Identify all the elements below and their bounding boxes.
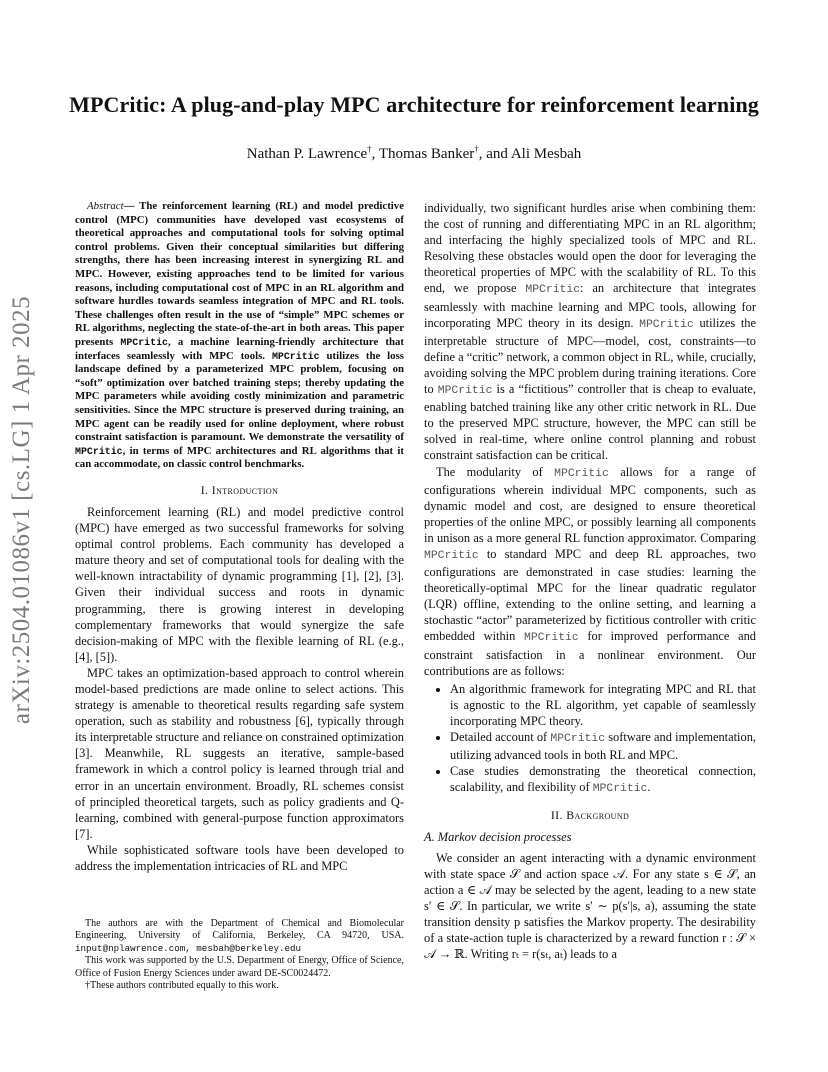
body-text: .	[647, 780, 651, 795]
mpcritic-code: MPCritic	[271, 350, 320, 362]
body-text: for improved performance and constraint satisfaction in a nonlinear environment. Our contributions are as follows:	[424, 629, 756, 678]
body-text: to standard MPC and deep RL approaches, two configurations are demonstrated in case studies: learning the theoretically-optimal MPC for the linear quadratic regulator (LQR) offline, extending to the online setting, and learning a stochastic “actor” parameterized by fictitious controller with critic embedded within	[424, 546, 756, 644]
body-text: The modularity of	[436, 464, 555, 479]
mpcritic-code: MPCritic	[592, 783, 648, 796]
footnote-emails: input@nplawrence.com, mesbah@berkeley.edu	[75, 942, 302, 954]
abstract	[75, 200, 404, 472]
author-name: Thomas Banker	[378, 146, 475, 162]
section-number: II.	[550, 808, 567, 823]
footnote-affiliation	[75, 918, 404, 955]
footnote-equal-contribution: †These authors contributed equally to this work.	[85, 980, 279, 992]
body-paragraph: We consider an agent interacting with a dynamic environment with state space 𝒮 and action space 𝒜. For any state s ∈ 𝒮, an action a ∈ 𝒜 may be selected by the agent, leading to a new state s′ ∈ 𝒮. In particular, we write s′ ∼ p(s′|s, a), assuming the state transition density p satisfies the Markov property. The desirability of a state-action tuple is characterized by a reward function r : 𝒮 × 𝒜 → ℝ. Writing rₜ = r(sₜ, aₜ) leads to a	[424, 850, 756, 962]
arxiv-identifier: arXiv:2504.01086v1 [cs.LG] 1 Apr 2025	[8, 295, 35, 725]
section-heading-introduction	[75, 482, 404, 498]
abstract-label: Abstract	[87, 200, 124, 212]
author-name: Nathan P. Lawrence	[246, 146, 368, 162]
paper-title: MPCritic: A plug-and-play MPC architecture for reinforcement learning	[69, 92, 759, 117]
contributions-list	[424, 681, 756, 798]
body-text: : an architecture that integrates seamlessly with machine learning and MPC tools, allowing for incorporating MPC theory in its design.	[424, 281, 756, 330]
intro-paragraph: While sophisticated software tools have been developed to address the implementation intricacies of RL and MPC	[75, 842, 404, 874]
intro-paragraph: MPC takes an optimization-based approach to control wherein model-based predictions are made online to select actions. This strategy is amenable to theoretical results regarding safe system operation, such as stability and robustness [6], typically through its interpretable structure and reliance on constrained optimization [3]. Meanwhile, RL suggests an iterative, sample-based framework in which a control policy is learned through trial and error in an uncertain environment. Broadly, RL schemes consist of principled theoretical targets, such as policy gradients and Q-learning, combined with general-purpose function approximators [7].	[75, 665, 404, 841]
abstract-text: utilizes the loss landscape defined by a parameterized MPC problem, focusing on “soft” optimization over batched training steps; thereby updating the MPC parameters while avoiding costly minimization and parametric sensitivities. Since the MPC structure is preserved during training, an MPC agent can be readily used for online deployment, where robust constraint satisfaction is paramount. We demonstrate the versatility of	[75, 349, 404, 444]
section-title: Background	[566, 808, 630, 823]
subsection-heading: A. Markov decision processes	[424, 830, 572, 845]
equal-contribution-mark: †	[367, 144, 372, 154]
mpcritic-code: MPCritic	[424, 549, 479, 562]
right-column	[424, 200, 756, 962]
footnote-text: The authors are with the Department of Chemical and Biomolecular Engineering, University of California, Berkeley, CA 94720, USA.	[75, 918, 404, 942]
author-name: Ali Mesbah	[510, 146, 582, 162]
mpcritic-code: MPCritic	[639, 318, 694, 331]
intro-paragraph: Reinforcement learning (RL) and model predictive control (MPC) have emerged as two successful frameworks for solving optimal control problems. Each community has developed a mature theory and set of computational tools for dealing with the well-known intractability of dynamic programming [1], [2], [3]. Given their individual success and roots in dynamic programming, there is growing interest in developing complementary frameworks that would synergize the safe decision-making of MPC with the flexible learning of RL (e.g., [4], [5]).	[75, 504, 404, 664]
body-text: is a “fictitious” controller that is cheap to evaluate, enabling batched training like any other critic network in RL. Due to the preserved MPC structure, however, the MPC can still be solved in real-time, where online control planning and robust constraint satisfaction can be critical.	[424, 382, 756, 463]
abstract-text: , a machine learning-friendly architecture that interfaces seamlessly with MPC tools.	[75, 335, 404, 362]
footnote-funding: This work was supported by the U.S. Department of Energy, Office of Science, Office of Fusion Energy Sciences under award DE-SC0024472.	[75, 955, 404, 979]
author-separator: , and	[478, 146, 511, 162]
abstract-text: , in terms of MPC architectures and RL algorithms that it can accommodate, on classic control benchmarks.	[75, 444, 404, 471]
body-text: allows for a range of configurations wherein individual MPC components, such as dynamic model and cost, are designed to ensure theoretical properties of the online MPC, or possibly learning all components in unison as a more general RL function approximator. Comparing	[424, 464, 756, 545]
mpcritic-code: MPCritic	[524, 632, 579, 645]
author-list	[40, 144, 788, 163]
mpcritic-code: MPCritic	[554, 467, 609, 480]
section-heading-background	[424, 807, 756, 823]
list-item: • An algorithmic framework for integrating MPC and RL that is agnostic to the RL algorithm, yet capable of seamlessly incorporating MPC theory.	[450, 681, 756, 729]
author-separator: ,	[371, 146, 379, 162]
section-number: I.	[200, 482, 212, 497]
mpcritic-code: MPCritic	[525, 284, 581, 297]
section-title: Introduction	[211, 482, 279, 497]
body-paragraph	[424, 200, 756, 464]
body-paragraph	[424, 464, 756, 679]
list-item	[450, 763, 756, 797]
footnotes	[75, 918, 404, 992]
body-text: individually, two significant hurdles arise when combining them: the cost of running and differentiating MPC in an RL algorithm; and interfacing the highly specialized tools of MPC and RL. Resolving these obstacles would open the door for leveraging the theoretical properties of MPC with the scalability of RL. To this end, we propose	[424, 201, 756, 296]
list-item	[450, 729, 756, 763]
abstract-text: — The reinforcement learning (RL) and model predictive control (MPC) communities have developed vast ecosystems of theoretical approaches and computational tools for solving optimal control problems. Given their conceptual similarities but differing strengths, there has been increasing interest in synergizing RL and MPC. However, existing approaches tend to be limited for various reasons, including computational cost of MPC in an RL algorithm and software hurdles towards seamless integration of MPC and RL tools. These challenges often result in the use of “simple” MPC schemes or RL algorithms, neglecting the state-of-the-art in both areas. This paper presents	[75, 200, 404, 348]
body-text: utilizes the interpretable structure of MPC—model, cost, constraints—to define a “critic” network, a common object in RL, while, crucially, avoiding solving the MPC problem during training iterations. Core to	[424, 315, 756, 397]
body-text: software and implementation, utilizing advanced tools in both RL and MPC.	[450, 730, 756, 763]
mpcritic-code: MPCritic	[437, 385, 493, 398]
body-text: Detailed account of	[450, 730, 551, 744]
mpcritic-code: MPCritic	[120, 336, 168, 348]
mpcritic-code: MPCritic	[75, 445, 123, 457]
mpcritic-code: MPCritic	[550, 733, 606, 745]
equal-contribution-mark: †	[474, 144, 479, 154]
left-column	[75, 200, 404, 874]
body-text: Case studies demonstrating the theoretical connection, scalability, and flexibility of	[450, 764, 756, 795]
arxiv-stamp	[2, 295, 42, 725]
